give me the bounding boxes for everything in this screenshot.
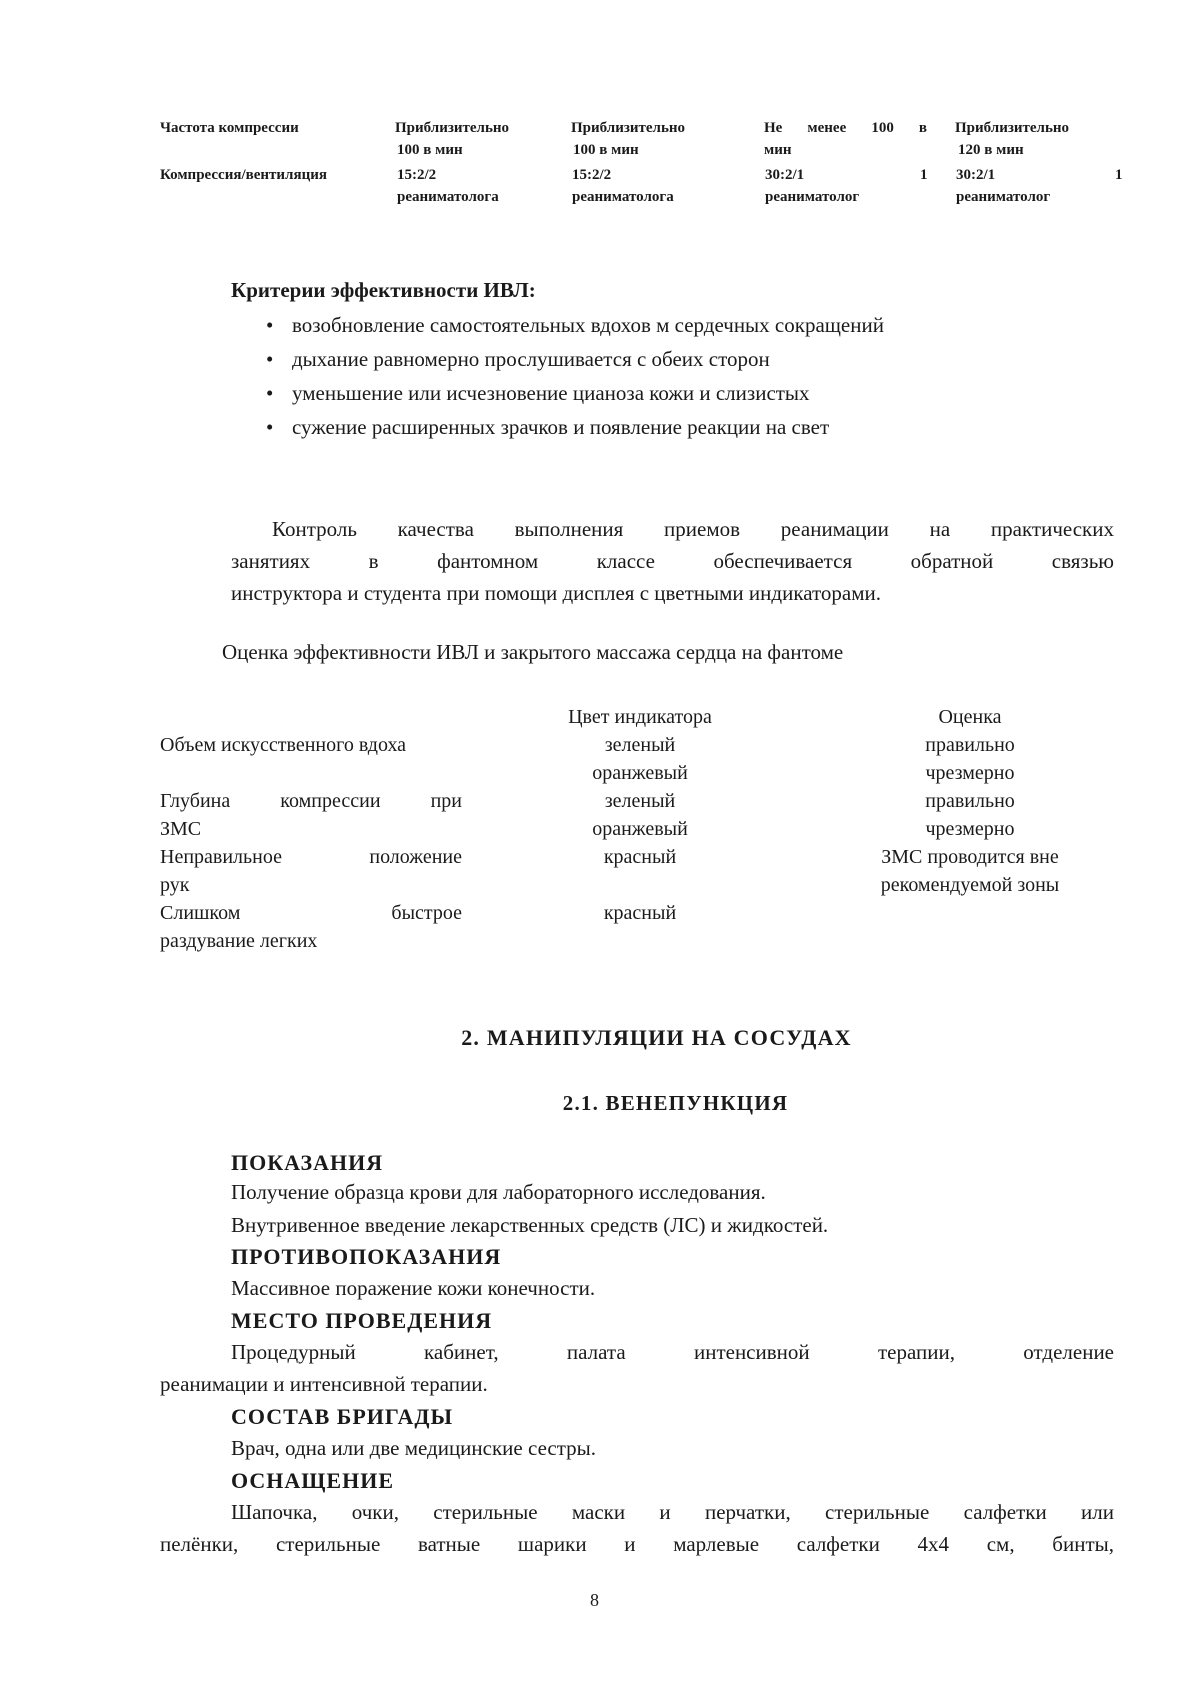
table-cell: [571, 117, 685, 161]
team-title: СОСТАВ БРИГАДЫ: [231, 1404, 454, 1429]
assessment-caption: Оценка эффективности ИВЛ и закрытого массажа сердца на фантоме: [222, 640, 844, 664]
grade-cell: чрезмерно: [925, 818, 1015, 840]
header-indicator-color: Цвет индикатора: [568, 706, 712, 728]
criteria-title: Критерии эффективности ИВЛ:: [231, 278, 536, 302]
paragraph-line: инструктора и студента при помощи дисплея с цветными индикаторами.: [231, 581, 881, 605]
indication-line: Внутривенное введение лекарственных средств (ЛС) и жидкостей.: [231, 1213, 829, 1237]
paragraph-line: занятиях в фантомном классе обеспечивается обратной связью: [231, 549, 1114, 573]
table-cell: [956, 164, 1050, 208]
row-label-ratio: Компрессия/вентиляция: [160, 167, 327, 183]
grade-cell: правильно: [925, 734, 1015, 756]
section-heading: 2.1. ВЕНЕПУНКЦИЯ: [562, 1091, 789, 1115]
grade-cell: правильно: [925, 790, 1015, 812]
cell-line: 100 в мин: [573, 142, 639, 158]
contraindications-title: ПРОТИВОПОКАЗАНИЯ: [231, 1244, 502, 1269]
table-cell: [764, 117, 927, 161]
cell-line: 120 в мин: [958, 142, 1024, 158]
table-cell: [397, 164, 499, 208]
list-item: • сужение расширенных зрачков и появление реакции на свет: [262, 410, 884, 444]
color-cell: оранжевый: [592, 818, 688, 840]
color-cell: красный: [603, 902, 677, 924]
list-item: • возобновление самостоятельных вдохов м сердечных сокращений: [262, 308, 884, 342]
trailing-number: 1: [920, 167, 928, 183]
table-cell: [765, 164, 859, 208]
param-cell: Слишком быстрое: [160, 902, 462, 924]
param-cell: Глубина компрессии при: [160, 790, 462, 812]
equipment-text-line: Шапочка, очки, стерильные маски и перчатки, стерильные салфетки или: [231, 1500, 1114, 1524]
cell-line: 30:2/1: [765, 167, 805, 183]
indications-title: ПОКАЗАНИЯ: [231, 1150, 384, 1175]
chapter-heading: 2. МАНИПУЛЯЦИИ НА СОСУДАХ: [461, 1025, 852, 1050]
header-grade: Оценка: [938, 706, 1002, 728]
grade-cell: рекомендуемой зоны: [880, 874, 1060, 896]
team-text: Врач, одна или две медицинские сестры.: [231, 1436, 597, 1460]
place-text-line: реанимации и интенсивной терапии.: [160, 1372, 488, 1396]
color-cell: оранжевый: [592, 762, 688, 784]
color-cell: зеленый: [604, 734, 676, 756]
cell-line: 15:2/2: [572, 167, 612, 183]
param-cell: рук: [160, 874, 190, 896]
cell-line: Приблизительно: [571, 120, 686, 136]
cell-line: Приблизительно: [955, 120, 1070, 136]
cell-line: реаниматолога: [397, 189, 499, 205]
color-cell: зеленый: [604, 790, 676, 812]
indication-line: Получение образца крови для лабораторного исследования.: [231, 1180, 766, 1204]
cell-line: реаниматолог: [956, 189, 1051, 205]
cell-line: 30:2/1: [956, 167, 996, 183]
table-cell: [955, 117, 1069, 161]
cell-line: реаниматолог: [765, 189, 860, 205]
place-title: МЕСТО ПРОВЕДЕНИЯ: [231, 1308, 493, 1333]
equipment-title: ОСНАЩЕНИЕ: [231, 1468, 394, 1493]
color-cell: красный: [603, 846, 677, 868]
cell-line: 15:2/2: [397, 167, 437, 183]
table-cell: [572, 164, 674, 208]
list-item: • дыхание равномерно прослушивается с обеих сторон: [262, 342, 884, 376]
param-cell: Неправильное положение: [160, 846, 462, 868]
param-cell: ЗМС: [160, 818, 202, 840]
grade-cell: ЗМС проводится вне: [881, 846, 1059, 868]
cell-line: реаниматолога: [572, 189, 674, 205]
param-cell: раздувание легких: [160, 930, 318, 952]
page-number: 8: [590, 1590, 599, 1610]
grade-cell: чрезмерно: [925, 762, 1015, 784]
trailing-number: 1: [1115, 167, 1123, 183]
quality-paragraph: [231, 513, 1114, 609]
table-cell: [395, 117, 509, 161]
cell-line: мин: [764, 142, 792, 158]
place-text-line: Процедурный кабинет, палата интенсивной терапии, отделение: [231, 1340, 1114, 1364]
paragraph-line: Контроль качества выполнения приемов реанимации на практических: [272, 517, 1114, 541]
list-item: • уменьшение или исчезновение цианоза кожи и слизистых: [262, 376, 884, 410]
cell-line: Не менее 100 в: [764, 120, 927, 136]
row-label-frequency: Частота компрессии: [160, 120, 299, 136]
param-cell: Объем искусственного вдоха: [160, 734, 407, 756]
cell-line: Приблизительно: [395, 120, 510, 136]
criteria-list: [262, 308, 884, 444]
cell-line: 100 в мин: [397, 142, 463, 158]
contraindications-text: Массивное поражение кожи конечности.: [231, 1276, 596, 1300]
equipment-text-line: пелёнки, стерильные ватные шарики и марлевые салфетки 4х4 см, бинты,: [160, 1532, 1114, 1556]
